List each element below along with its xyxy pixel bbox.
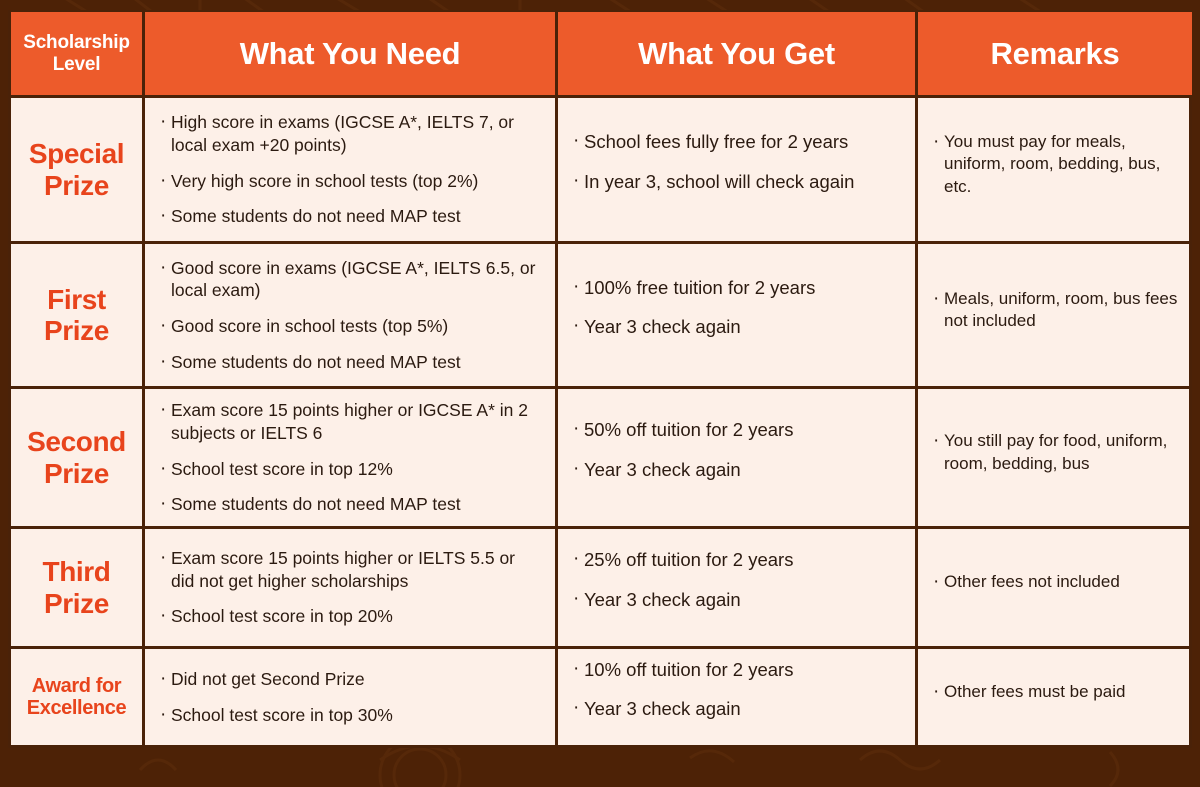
table-header-row xyxy=(11,12,1189,98)
cell-scholarship-level xyxy=(11,389,145,526)
cell-scholarship-level xyxy=(11,244,145,386)
column-header-remarks-label: Remarks xyxy=(990,35,1120,71)
list-item: · School test score in top 30% xyxy=(159,704,541,727)
list-item: · Good score in exams (IGCSE A*, IELTS 6.5, or local exam) xyxy=(159,257,541,303)
cell-remarks xyxy=(918,529,1192,646)
cell-what-you-need xyxy=(145,98,558,241)
prize-level-line1: First xyxy=(47,283,106,315)
prize-level-line2: Prize xyxy=(44,315,109,346)
column-header-need-label: What You Need xyxy=(239,35,461,71)
cell-what-you-get xyxy=(558,649,918,745)
prize-level-line1: Award for xyxy=(31,674,122,697)
list-item: · Exam score 15 points higher or IELTS 5.5 or did not get higher scholarships xyxy=(159,547,541,593)
prize-level-line1: Second xyxy=(27,426,126,458)
prize-level-line2: Prize xyxy=(44,169,109,201)
prize-level-label xyxy=(43,556,111,619)
what-you-get-list xyxy=(572,658,901,736)
table-row xyxy=(11,649,1189,745)
table-row xyxy=(11,244,1189,389)
column-header-what-you-need xyxy=(145,12,558,95)
list-item: · Some students do not need MAP test xyxy=(159,351,541,374)
list-item: · In year 3, school will check again xyxy=(572,170,901,194)
remarks-list xyxy=(932,681,1178,713)
cell-scholarship-level xyxy=(11,98,145,241)
column-header-level-line2: Level xyxy=(52,53,101,75)
list-item: · Exam score 15 points higher or IGCSE A* in 2 subjects or IELTS 6 xyxy=(159,399,541,445)
list-item: · Some students do not need MAP test xyxy=(159,205,541,228)
list-item: · Good score in school tests (top 5%) xyxy=(159,315,541,338)
list-item: · Other fees must be paid xyxy=(932,681,1178,703)
cell-what-you-get xyxy=(558,98,918,241)
list-item: · School fees fully free for 2 years xyxy=(572,130,901,154)
list-item: · Other fees not included xyxy=(932,571,1178,593)
cell-what-you-need xyxy=(145,389,558,526)
what-you-need-list xyxy=(159,257,541,374)
cell-what-you-need xyxy=(145,244,558,386)
cell-remarks xyxy=(918,649,1192,745)
what-you-get-list xyxy=(572,130,901,208)
list-item: · Year 3 check again xyxy=(572,315,901,339)
what-you-need-list xyxy=(159,547,541,628)
list-item: · Year 3 check again xyxy=(572,697,901,721)
prize-level-line2: Prize xyxy=(44,587,109,619)
table-body xyxy=(11,98,1189,745)
list-item: · Some students do not need MAP test xyxy=(159,493,541,516)
prize-level-label xyxy=(27,675,126,720)
what-you-get-list xyxy=(572,548,901,626)
cell-what-you-get xyxy=(558,244,918,386)
remarks-list xyxy=(932,131,1178,208)
cell-scholarship-level xyxy=(11,649,145,745)
column-header-remarks xyxy=(918,12,1192,95)
column-header-scholarship-level xyxy=(11,12,145,95)
list-item: · Did not get Second Prize xyxy=(159,668,541,691)
prize-level-line2: Prize xyxy=(44,457,109,489)
remarks-list xyxy=(932,571,1178,603)
cell-remarks xyxy=(918,98,1192,241)
remarks-list xyxy=(932,288,1178,343)
cell-what-you-need xyxy=(145,529,558,646)
list-item: · School test score in top 12% xyxy=(159,458,541,481)
cell-remarks xyxy=(918,244,1192,386)
prize-level-line2: Excellence xyxy=(26,697,127,719)
list-item: · Year 3 check again xyxy=(572,458,901,482)
list-item: · You must pay for meals, uniform, room, bedding, bus, etc. xyxy=(932,131,1178,198)
remarks-list xyxy=(932,430,1178,485)
what-you-need-list xyxy=(159,668,541,727)
cell-what-you-get xyxy=(558,529,918,646)
column-header-get-label: What You Get xyxy=(638,35,835,71)
prize-level-line1: Third xyxy=(42,556,111,588)
table-row xyxy=(11,98,1189,244)
list-item: · You still pay for food, uniform, room, bedding, bus xyxy=(932,430,1178,475)
column-header-level-line1: Scholarship xyxy=(23,32,130,54)
prize-level-label xyxy=(29,138,124,201)
prize-level-label xyxy=(44,284,109,347)
prize-level-line1: Special xyxy=(28,138,125,170)
table-row xyxy=(11,529,1189,649)
table-row xyxy=(11,389,1189,529)
what-you-need-list xyxy=(159,399,541,516)
column-header-what-you-get xyxy=(558,12,918,95)
cell-what-you-get xyxy=(558,389,918,526)
list-item: · Year 3 check again xyxy=(572,588,901,612)
cell-remarks xyxy=(918,389,1192,526)
prize-level-label xyxy=(27,426,126,489)
list-item: · 50% off tuition for 2 years xyxy=(572,418,901,442)
what-you-get-list xyxy=(572,418,901,496)
list-item: · 25% off tuition for 2 years xyxy=(572,548,901,572)
list-item: · Meals, uniform, room, bus fees not included xyxy=(932,288,1178,333)
list-item: · School test score in top 20% xyxy=(159,605,541,628)
what-you-need-list xyxy=(159,111,541,228)
what-you-get-list xyxy=(572,276,901,354)
list-item: · Very high score in school tests (top 2%) xyxy=(159,170,541,193)
cell-what-you-need xyxy=(145,649,558,745)
cell-scholarship-level xyxy=(11,529,145,646)
list-item: · High score in exams (IGCSE A*, IELTS 7, or local exam +20 points) xyxy=(159,111,541,157)
list-item: · 10% off tuition for 2 years xyxy=(572,658,901,682)
scholarship-table xyxy=(8,10,1192,748)
list-item: · 100% free tuition for 2 years xyxy=(572,276,901,300)
